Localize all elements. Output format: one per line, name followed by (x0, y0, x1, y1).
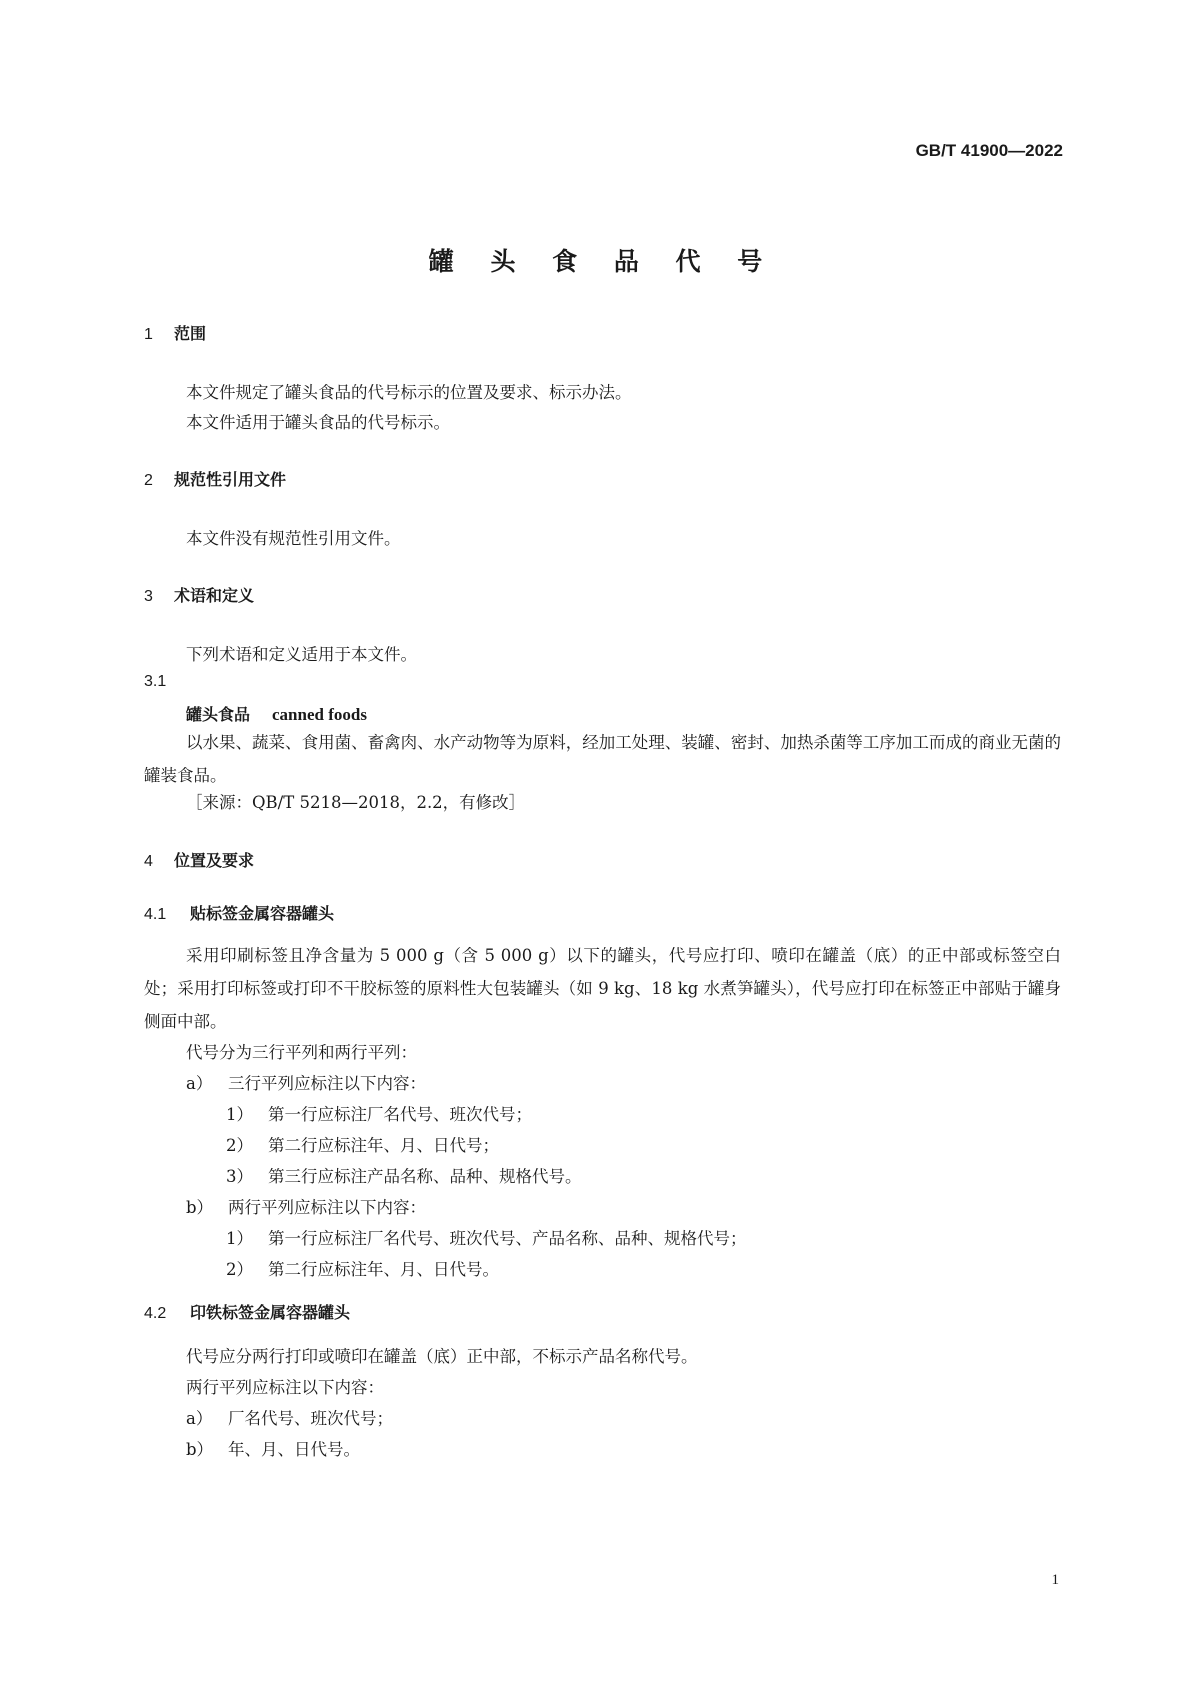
section-title: 规范性引用文件 (174, 470, 287, 489)
term-chinese: 罐头食品 (186, 705, 251, 724)
list-item (226, 1256, 499, 1280)
term-english: canned foods (272, 705, 367, 724)
list-marker: b） (186, 1198, 214, 1217)
paragraph: 本文件没有规范性引用文件。 (186, 529, 401, 548)
section-title: 位置及要求 (174, 851, 255, 870)
term-name (186, 702, 367, 725)
section-4-heading (144, 848, 254, 871)
section-4-2-heading (144, 1300, 350, 1323)
list-marker: 2） (226, 1136, 253, 1155)
list-text: 第三行应标注产品名称、品种、规格代号。 (268, 1167, 582, 1186)
list-text: 第一行应标注厂名代号、班次代号； (268, 1105, 532, 1124)
section-3-heading (144, 583, 254, 606)
term-definition: 以水果、蔬菜、食用菌、畜禽肉、水产动物等为原料，经加工处理、装罐、密封、加热杀菌等工序加工而成的商业无菌的罐装食品。 (144, 733, 1061, 785)
list-item (186, 1436, 360, 1460)
paragraph: 本文件适用于罐头食品的代号标示。 (186, 413, 450, 432)
section-title: 术语和定义 (174, 586, 255, 605)
section-title: 印铁标签金属容器罐头 (190, 1303, 351, 1322)
term-number: 3.1 (144, 673, 167, 690)
paragraph: 本文件规定了罐头食品的代号标示的位置及要求、标示办法。 (186, 383, 632, 402)
list-marker: 1） (226, 1229, 253, 1248)
section-number: 4.2 (144, 1305, 167, 1322)
list-text: 第二行应标注年、月、日代号； (268, 1136, 499, 1155)
list-marker: 3） (226, 1167, 253, 1186)
list-text: 三行平列应标注以下内容： (228, 1074, 426, 1093)
paragraph: 采用印刷标签且净含量为 5 000 g（含 5 000 g）以下的罐头，代号应打印、喷印在罐盖（底）的正中部或标签空白处；采用打印标签或打印不干胶标签的原料性大包装罐头（如 9 kg、18 kg 水煮笋罐头），代号应打印在标签正中部贴于罐身侧面中部。 (144, 946, 1061, 1031)
section-number: 4.1 (144, 906, 167, 923)
section-number: 4 (144, 853, 153, 870)
list-marker: b） (186, 1440, 214, 1459)
list-item (226, 1225, 747, 1249)
section-2-heading (144, 467, 286, 490)
page-number: 1 (1051, 1572, 1059, 1588)
section-number: 3 (144, 588, 153, 605)
list-item (186, 1070, 426, 1094)
paragraph: 代号应分两行打印或喷印在罐盖（底）正中部，不标示产品名称代号。 (186, 1347, 698, 1366)
list-item (226, 1163, 582, 1187)
list-text: 第一行应标注厂名代号、班次代号、产品名称、品种、规格代号； (268, 1229, 747, 1248)
list-text: 第二行应标注年、月、日代号。 (268, 1260, 499, 1279)
paragraph: 下列术语和定义适用于本文件。 (186, 645, 417, 664)
list-item (186, 1405, 393, 1429)
list-item (186, 1194, 426, 1218)
list-text: 厂名代号、班次代号； (228, 1409, 393, 1428)
term-source: ［来源：QB/T 5218—2018，2.2，有修改］ (186, 793, 526, 812)
list-marker: 1） (226, 1105, 253, 1124)
list-marker: a） (186, 1409, 213, 1428)
section-number: 1 (144, 326, 153, 343)
list-marker: 2） (226, 1260, 253, 1279)
list-text: 年、月、日代号。 (228, 1440, 360, 1459)
document-title: 罐 头 食 品 代 号 (428, 247, 777, 276)
section-title: 范围 (174, 324, 207, 343)
section-1-heading (144, 321, 206, 344)
list-item (226, 1101, 532, 1125)
list-marker: a） (186, 1074, 213, 1093)
paragraph: 代号分为三行平列和两行平列： (186, 1043, 417, 1062)
paragraph: 两行平列应标注以下内容： (186, 1378, 384, 1397)
list-text: 两行平列应标注以下内容： (228, 1198, 426, 1217)
list-item (226, 1132, 499, 1156)
standard-code: GB/T 41900—2022 (915, 141, 1063, 160)
section-4-1-heading (144, 901, 334, 924)
section-title: 贴标签金属容器罐头 (190, 904, 335, 923)
section-number: 2 (144, 472, 153, 489)
